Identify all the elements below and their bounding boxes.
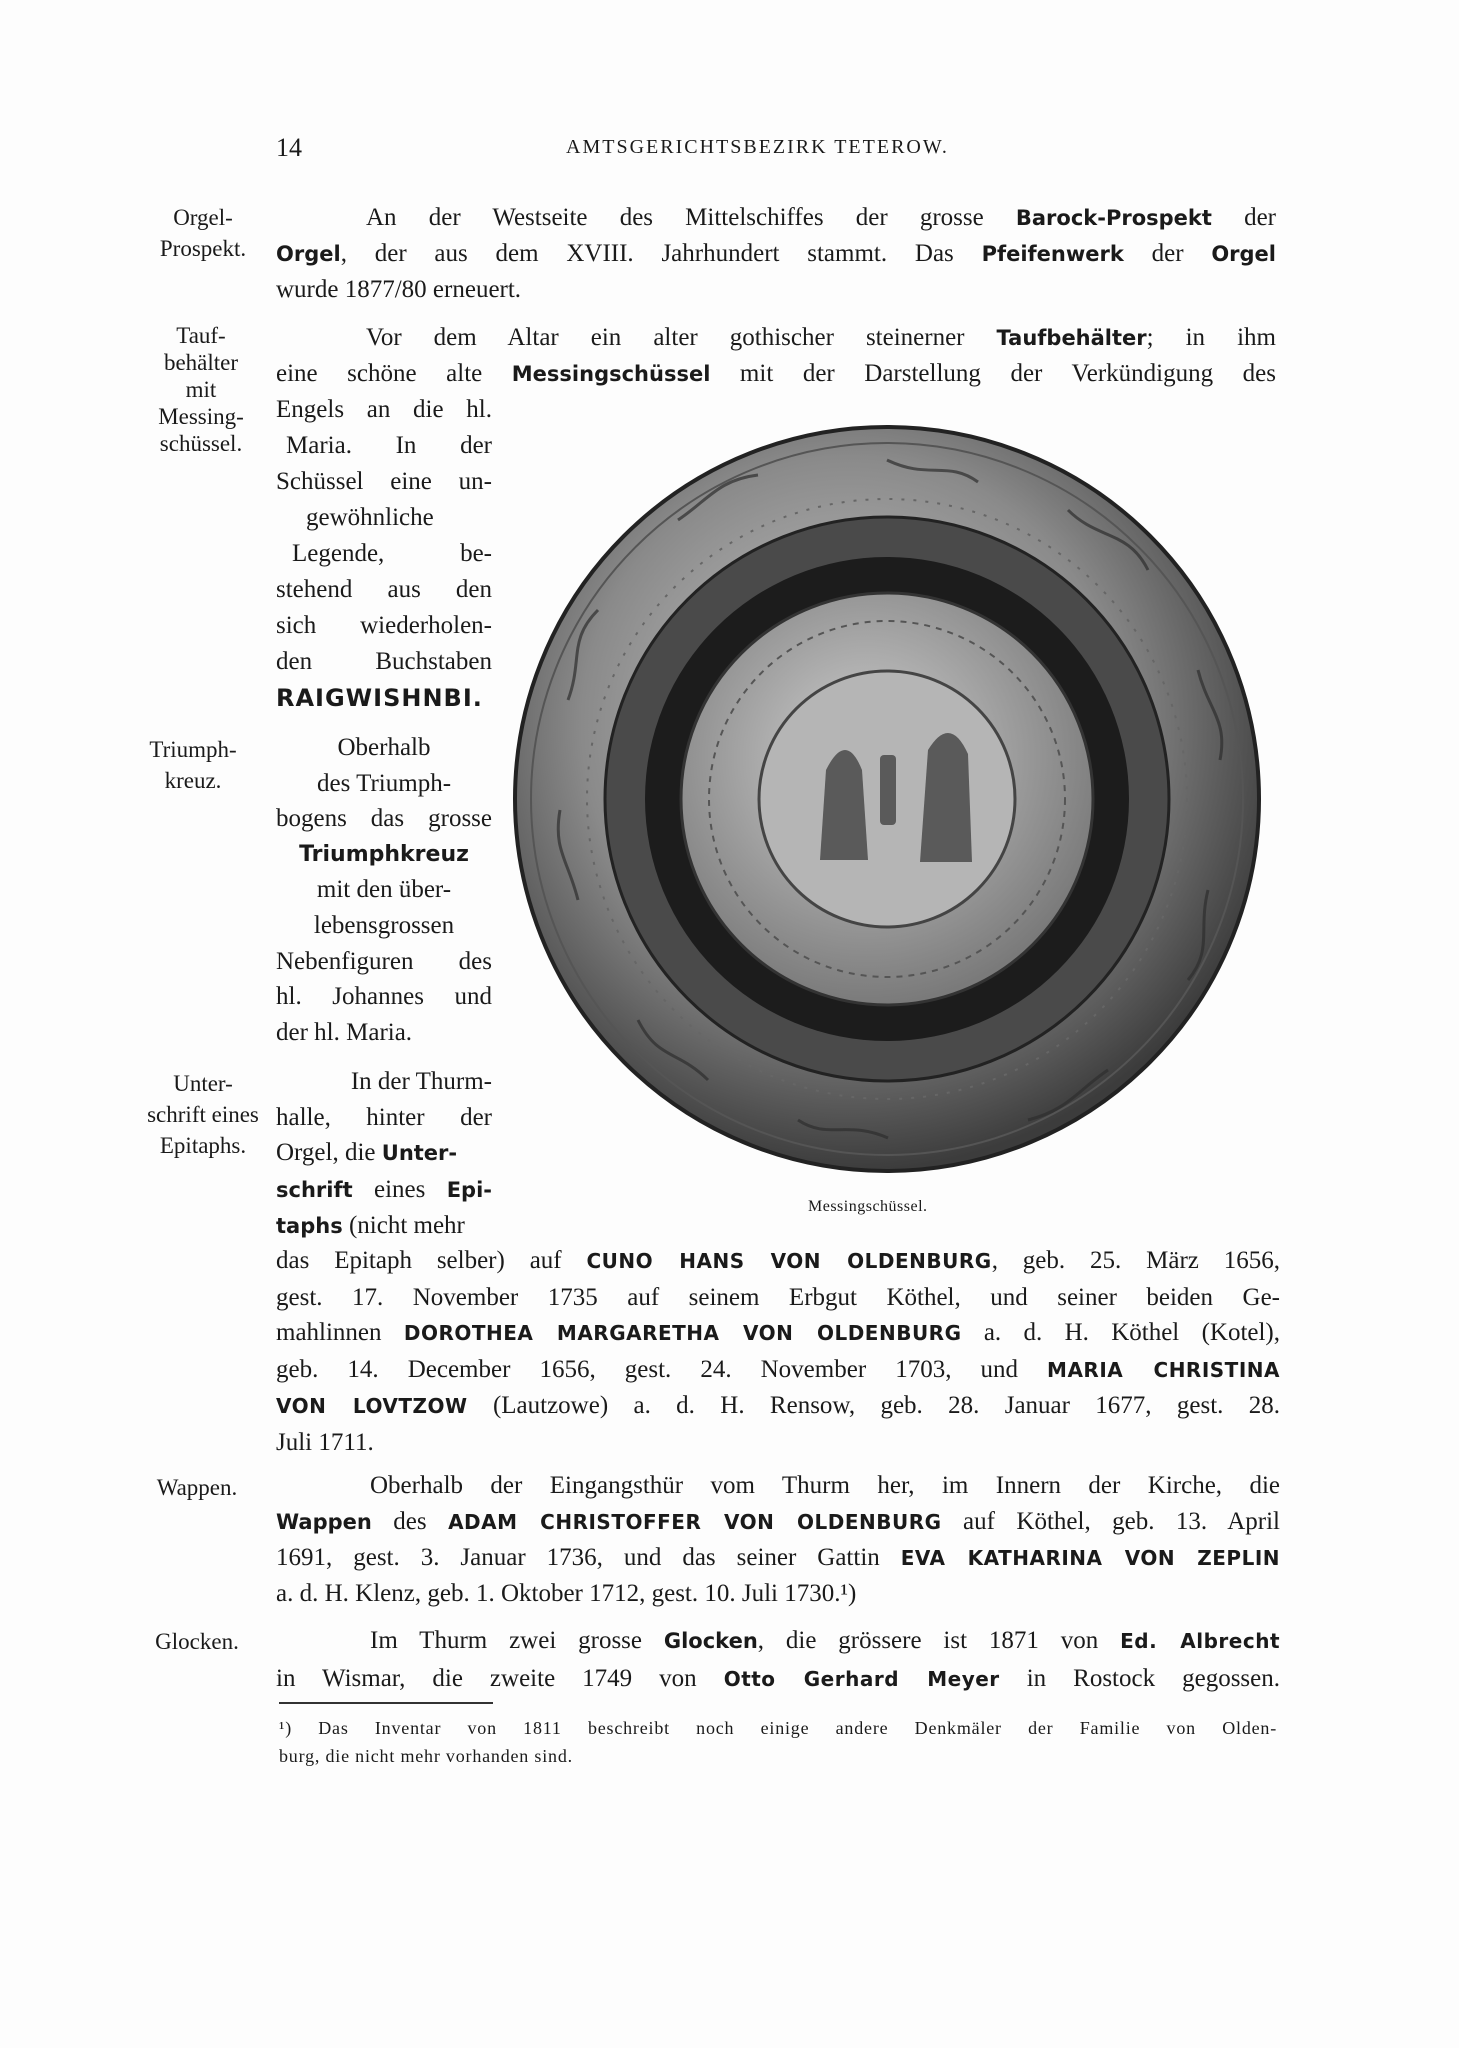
paragraph-triumphkreuz: Oberhalb des Triumph- bogens das grosse Triumphkreuz mit den über- lebensgrossen Nebenfiguren des hl. Johannes und der hl. Maria. — [276, 734, 492, 1046]
paragraph-tauf-line1: Vor dem Altar ein alter gothischer steinerner Taufbehälter; in ihm — [366, 324, 1276, 351]
legend-letters: RAIGWISHNBI. — [276, 684, 483, 712]
margin-note-epitaph: Unter- schrift eines Epitaphs. — [147, 1071, 259, 1158]
messingschuessel-figure — [508, 420, 1266, 1178]
paragraph-wappen: Oberhalb der Eingangsthür vom Thurm her, im Innern der Kirche, die Wappen des ADAM CHRISTOFFER VON OLDENBURG auf Köthel, geb. 13. April 1691, gest. 3. Januar 1736, und das seiner Gattin EVA KATHARINA VON ZEPLIN a. d. H. Klenz, geb. 1. Oktober 1712, gest. 10. Juli 1730.¹) — [276, 1472, 1280, 1607]
margin-note-orgel: Orgel- Prospekt. — [159, 205, 247, 261]
paragraph-orgel-line1: An der Westseite des Mittelschiffes der grosse Barock-Prospekt der — [366, 204, 1277, 231]
paragraph-orgel-line3: wurde 1877/80 erneuert. — [276, 276, 522, 303]
margin-note-glocken: Glocken. — [155, 1629, 239, 1654]
paragraph-tauf-narrow: Engels an die hl. Maria. In der Schüssel eine un- gewöhnliche Legende, be- stehend aus den sich wiederholen- den Buchstaben RAIGWISHNBI. — [276, 392, 492, 716]
footnote: ¹) Das Inventar von 1811 beschreibt noch einige andere Denkmäler der Familie von Olden- burg, die nicht mehr vorhanden sind. — [279, 1718, 1277, 1766]
margin-note-taufbehaelter: Tauf- behälter mit Messing- schüssel. — [158, 323, 244, 456]
paragraph-orgel-line2: Orgel, der aus dem XVIII. Jahrhundert stammt. Das Pfeifenwerk der Orgel — [276, 240, 1276, 267]
figure-caption: Messingschüssel. — [808, 1198, 928, 1215]
paragraph-epitaph-narrow: In der Thurm- halle, hinter der Orgel, die Unter- schrift eines Epi- taphs (nicht mehr — [276, 1068, 492, 1240]
margin-note-wappen: Wappen. — [156, 1475, 238, 1500]
running-title: AMTSGERICHTSBEZIRK TETEROW. — [566, 136, 949, 158]
paragraph-glocken: Im Thurm zwei grosse Glocken, die grössere ist 1871 von Ed. Albrecht in Wismar, die zweite 1749 von Otto Gerhard Meyer in Rostock gegossen. — [276, 1627, 1281, 1692]
paragraph-epitaph-wide: das Epitaph selber) auf CUNO HANS VON OLDENBURG, geb. 25. März 1656, gest. 17. November 1735 auf seinem Erbgut Köthel, und seiner beiden Ge- mahlinnen DOROTHEA MARGARETHA VON OLDENBURG a. d. H. Köthel (Kotel), geb. 14. December 1656, gest. 24. November 1703, und MARIA CHRISTINA VON LOVTZOW (Lautzowe) a. d. H. Rensow, geb. 28. Januar 1677, gest. 28. Juli 1711. — [276, 1247, 1281, 1456]
margin-note-triumphkreuz: Triumph- kreuz. — [149, 737, 237, 793]
paragraph-tauf-line2: eine schöne alte Messingschüssel mit der Darstellung der Verkündigung des — [276, 360, 1276, 387]
page-number: 14 — [276, 133, 302, 162]
footnote-rule — [279, 1702, 493, 1704]
brass-basin-illustration — [508, 420, 1266, 1178]
